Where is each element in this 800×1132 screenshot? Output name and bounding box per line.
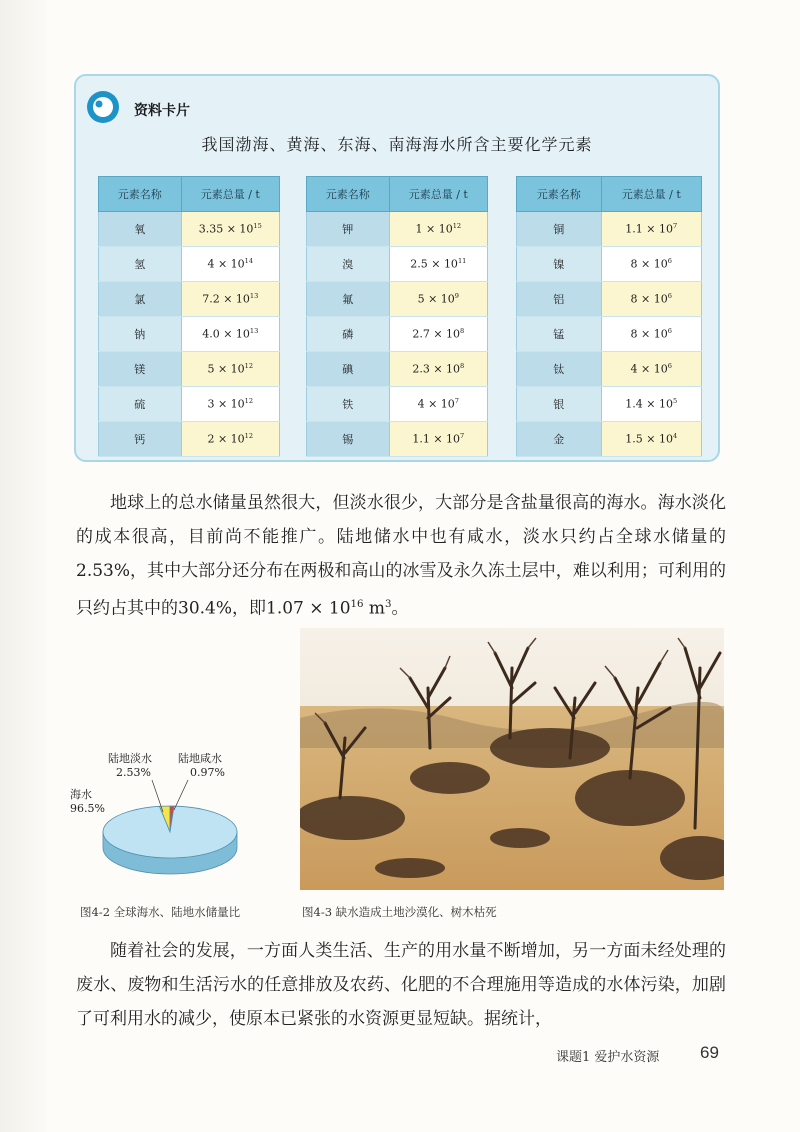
element-total xyxy=(601,387,701,422)
pie-label-salt: 陆地咸水 xyxy=(178,752,222,765)
element-total-mantissa: 2.5 × 10 xyxy=(410,257,458,271)
element-name: 钠 xyxy=(99,317,182,352)
element-total-mantissa: 4 × 10 xyxy=(207,257,245,271)
exponent: 16 xyxy=(350,599,364,610)
table-row xyxy=(517,422,702,457)
element-name: 镁 xyxy=(99,352,182,387)
water-storage-pie-chart xyxy=(68,750,268,900)
table-row xyxy=(99,387,280,422)
table-row xyxy=(99,282,280,317)
table-row xyxy=(517,387,702,422)
element-total-mantissa: 8 × 10 xyxy=(630,327,668,341)
element-total-exponent: 13 xyxy=(249,292,259,301)
element-name: 氢 xyxy=(99,247,182,282)
element-total xyxy=(389,317,487,352)
element-name: 铁 xyxy=(307,387,390,422)
element-name: 钙 xyxy=(99,422,182,457)
table-row xyxy=(517,282,702,317)
element-total-exponent: 7 xyxy=(460,432,465,441)
paragraph-water-pollution: 随着社会的发展，一方面人类生活、生产的用水量不断增加，另一方面未经处理的废水、废物和生活污水的任意排放及农药、化肥的不合理施用等造成的水体污染，加剧了可利用水的减少，使原本已紧张的水资源更显短缺。据统计， xyxy=(76,941,726,1029)
element-total-exponent: 14 xyxy=(244,257,254,266)
figure-caption-4-3: 图4-3 缺水造成土地沙漠化、树木枯死 xyxy=(302,905,497,919)
table-row xyxy=(517,317,702,352)
chapter-label: 课题1 爱护水资源 xyxy=(556,1050,660,1065)
element-total xyxy=(181,247,279,282)
element-total xyxy=(181,387,279,422)
element-total-exponent: 15 xyxy=(253,222,262,231)
element-name: 钛 xyxy=(517,352,602,387)
element-table-3 xyxy=(516,176,702,457)
element-total-exponent: 12 xyxy=(452,222,462,231)
element-total-mantissa: 7.2 × 10 xyxy=(202,292,250,306)
element-total xyxy=(389,247,487,282)
table-row xyxy=(99,247,280,282)
element-total xyxy=(601,317,701,352)
table-row xyxy=(517,352,702,387)
paragraph-end: 。 xyxy=(391,598,409,619)
table-row xyxy=(307,282,488,317)
table-row xyxy=(307,352,488,387)
element-total-exponent: 12 xyxy=(244,432,254,441)
info-card-title: 我国渤海、黄海、东海、南海海水所含主要化学元素 xyxy=(201,135,593,154)
element-total xyxy=(601,352,701,387)
desertification-photo xyxy=(300,628,724,890)
info-card xyxy=(74,74,720,462)
table-row xyxy=(307,247,488,282)
table-header-total: 元素总量 / t xyxy=(389,177,487,212)
paragraph-water-storage xyxy=(76,486,726,626)
table-row xyxy=(517,212,702,247)
info-card-logo-icon xyxy=(86,90,120,124)
figure-caption-4-2: 图4-2 全球海水、陆地水储量比 xyxy=(80,905,241,919)
element-total-exponent: 11 xyxy=(457,257,467,266)
element-total-mantissa: 4 × 10 xyxy=(630,362,668,376)
table-row xyxy=(307,212,488,247)
table-row xyxy=(307,422,488,457)
element-name: 银 xyxy=(517,387,602,422)
element-total-mantissa: 1.5 × 10 xyxy=(625,432,673,446)
element-total xyxy=(389,352,487,387)
element-table-1 xyxy=(98,176,280,457)
element-total xyxy=(389,282,487,317)
element-total-mantissa: 2.7 × 10 xyxy=(412,327,461,341)
element-total xyxy=(181,422,279,457)
element-name: 氟 xyxy=(307,282,390,317)
table-header-total: 元素总量 / t xyxy=(601,177,701,212)
element-total-mantissa: 2.3 × 10 xyxy=(412,362,461,376)
element-total xyxy=(389,422,487,457)
element-name: 溴 xyxy=(307,247,390,282)
unit-exponent: 3 xyxy=(385,599,392,610)
element-total-mantissa: 1.1 × 10 xyxy=(625,222,673,236)
pie-value-fresh: 2.53% xyxy=(116,766,151,779)
element-total xyxy=(601,282,701,317)
element-name: 氧 xyxy=(99,212,182,247)
element-total-exponent: 13 xyxy=(249,327,259,336)
element-total-exponent: 5 xyxy=(673,397,678,406)
element-total xyxy=(389,387,487,422)
element-total xyxy=(389,212,487,247)
element-name: 金 xyxy=(517,422,602,457)
element-total-mantissa: 5 × 10 xyxy=(207,362,245,376)
element-total-mantissa: 2 × 10 xyxy=(207,432,245,446)
table-row xyxy=(99,422,280,457)
element-tables xyxy=(98,176,702,446)
table-row xyxy=(99,352,280,387)
element-total-exponent: 6 xyxy=(667,292,672,301)
table-header-name: 元素名称 xyxy=(307,177,390,212)
pie-label-fresh: 陆地淡水 xyxy=(108,752,152,765)
element-table-2 xyxy=(306,176,488,457)
element-total-exponent: 8 xyxy=(460,362,465,371)
element-total-exponent: 12 xyxy=(244,397,254,406)
element-total xyxy=(601,247,701,282)
element-total-mantissa: 8 × 10 xyxy=(630,257,668,271)
table-row xyxy=(99,317,280,352)
element-name: 磷 xyxy=(307,317,390,352)
element-total xyxy=(181,352,279,387)
table-row xyxy=(517,247,702,282)
element-total-exponent: 7 xyxy=(454,397,459,406)
element-total-mantissa: 4.0 × 10 xyxy=(202,327,250,341)
element-name: 锰 xyxy=(517,317,602,352)
element-name: 氯 xyxy=(99,282,182,317)
pie-value-sea: 96.5% xyxy=(70,802,105,815)
paragraph-text: 地球上的总水储量虽然很大，但淡水很少，大部分是含盐量很高的海水。海水淡化的成本很高，目前尚不能推广。陆地储水中也有咸水，淡水只约占全球水储量的 2.53%，其中大部分还分布在两极和高山的冰雪及永久冻土层中，难以利用；可利用的只约占其中的30.4%，即1.07 × 10 xyxy=(76,493,726,619)
page-binding-edge xyxy=(0,0,46,1132)
table-header-total: 元素总量 / t xyxy=(181,177,279,212)
pie-leader-salt xyxy=(174,780,188,810)
element-name: 铝 xyxy=(517,282,602,317)
element-total-mantissa: 1.1 × 10 xyxy=(412,432,461,446)
page-number: 69 xyxy=(700,1043,719,1062)
element-total-exponent: 12 xyxy=(244,362,254,371)
element-total-exponent: 4 xyxy=(673,432,678,441)
element-name: 镍 xyxy=(517,247,602,282)
element-name: 铜 xyxy=(517,212,602,247)
element-total xyxy=(601,212,701,247)
element-total-mantissa: 3.35 × 10 xyxy=(198,222,254,236)
element-total xyxy=(181,282,279,317)
element-name: 碘 xyxy=(307,352,390,387)
pie-label-sea: 海水 xyxy=(70,788,92,801)
element-total-mantissa: 4 × 10 xyxy=(417,397,455,411)
element-total-exponent: 6 xyxy=(667,327,672,336)
info-card-label: 资料卡片 xyxy=(134,103,190,119)
element-name: 锡 xyxy=(307,422,390,457)
element-total xyxy=(181,317,279,352)
element-name: 硫 xyxy=(99,387,182,422)
table-header-name: 元素名称 xyxy=(517,177,602,212)
element-total-exponent: 6 xyxy=(667,257,672,266)
element-total-mantissa: 3 × 10 xyxy=(207,397,245,411)
element-total-exponent: 7 xyxy=(673,222,678,231)
unit: m xyxy=(363,598,386,619)
element-total-exponent: 9 xyxy=(454,292,459,301)
table-row xyxy=(307,387,488,422)
element-total-exponent: 8 xyxy=(460,327,465,336)
table-row xyxy=(99,212,280,247)
element-total-mantissa: 8 × 10 xyxy=(630,292,668,306)
pie-value-salt: 0.97% xyxy=(190,766,225,779)
table-header-name: 元素名称 xyxy=(99,177,182,212)
element-total-exponent: 6 xyxy=(667,362,672,371)
element-total xyxy=(601,422,701,457)
element-total-mantissa: 5 × 10 xyxy=(417,292,455,306)
element-total xyxy=(181,212,279,247)
table-row xyxy=(307,317,488,352)
element-total-mantissa: 1.4 × 10 xyxy=(625,397,673,411)
element-total-mantissa: 1 × 10 xyxy=(415,222,453,236)
element-name: 钾 xyxy=(307,212,390,247)
